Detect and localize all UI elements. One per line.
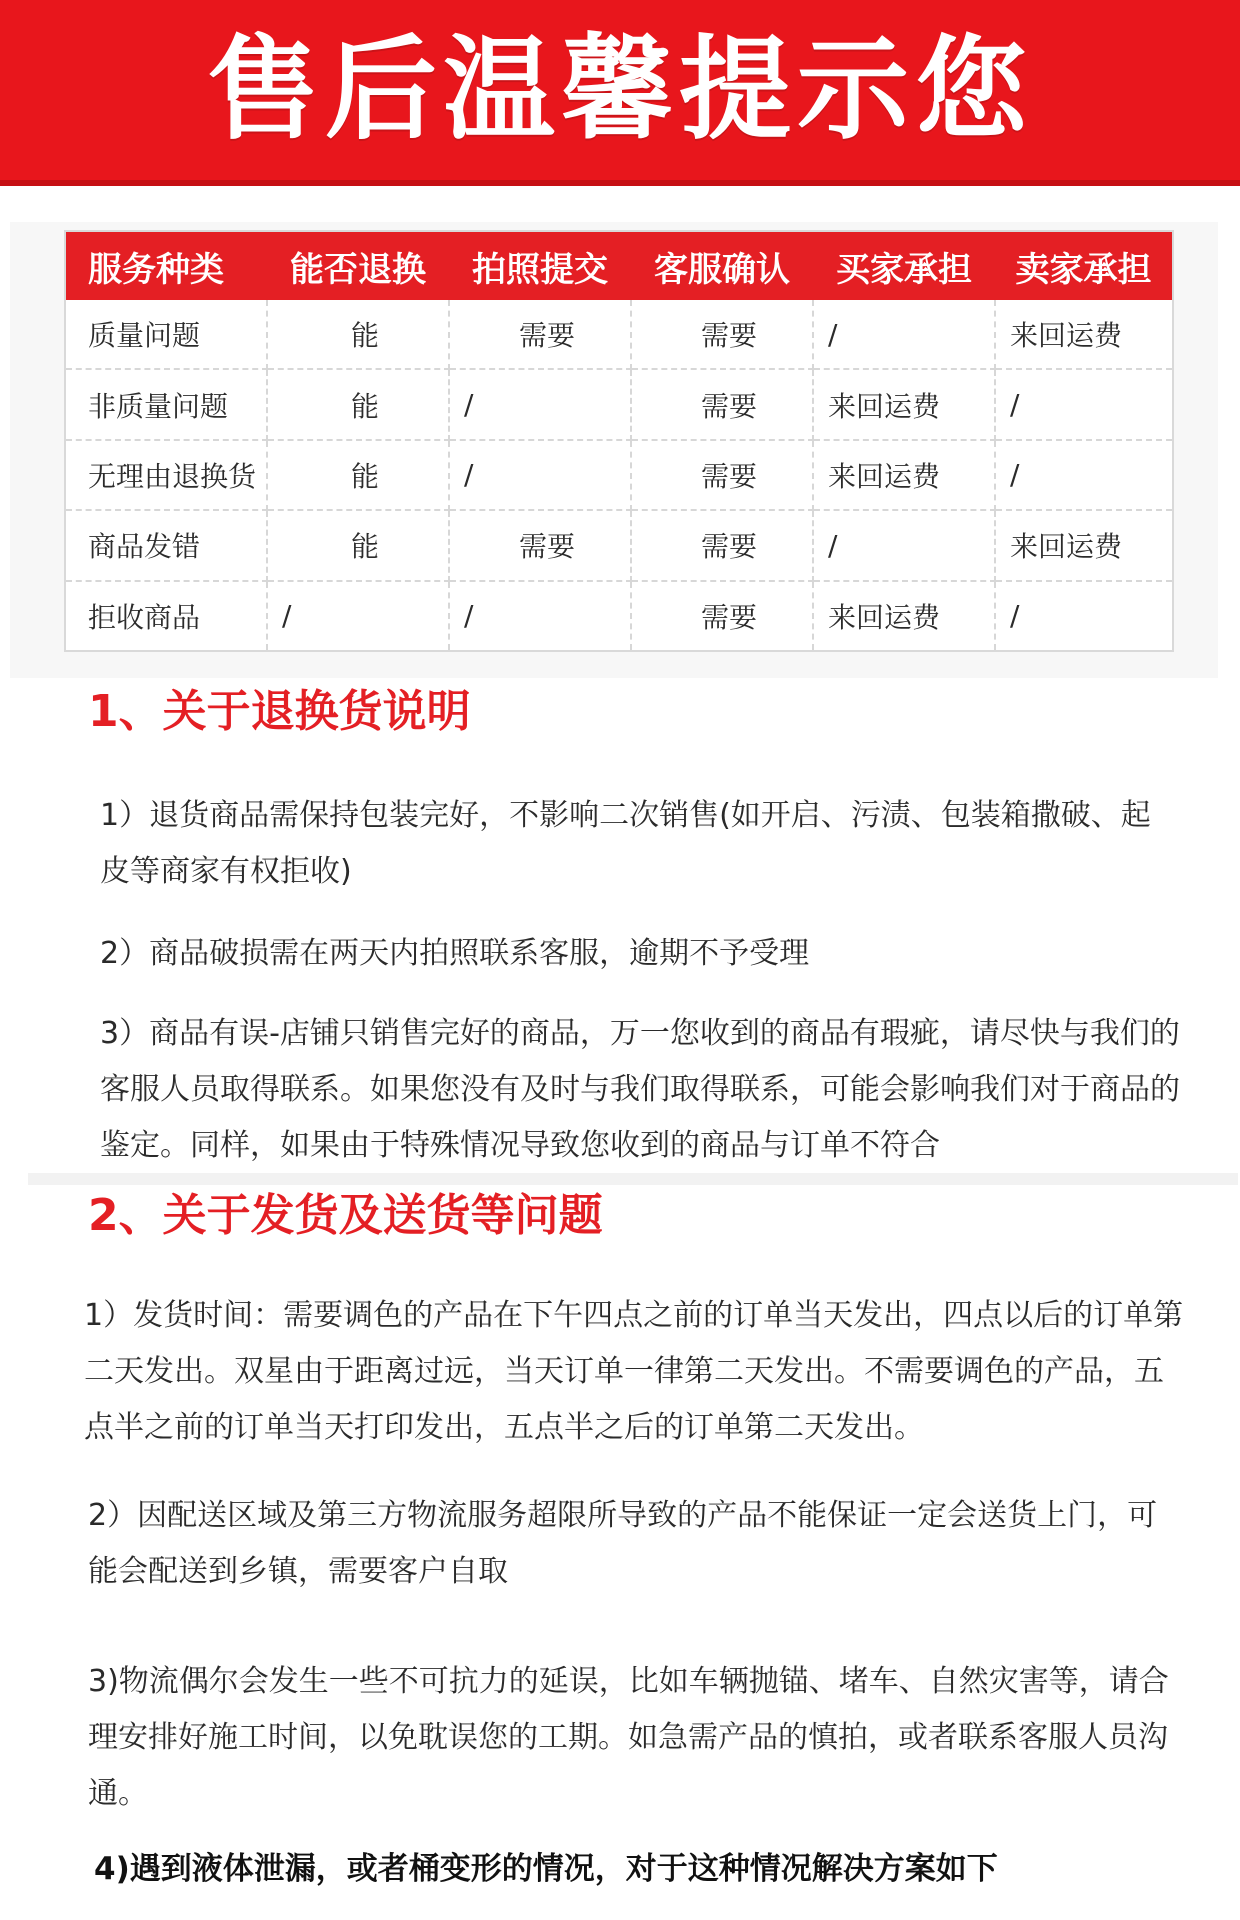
table-cell: 需要 (449, 300, 631, 369)
table-row (65, 581, 1173, 651)
table-cell: / (449, 369, 631, 439)
table-row (65, 369, 1173, 439)
page-title: 售后温馨提示您 (207, 25, 1033, 155)
table-cell: / (449, 440, 631, 510)
table-cell: 商品发错 (65, 510, 267, 580)
table-cell: 来回运费 (813, 369, 995, 439)
table-row (65, 300, 1173, 369)
table-cell: 来回运费 (813, 581, 995, 651)
header-service-type: 服务种类 (65, 231, 267, 300)
table-cell: 能 (267, 369, 449, 439)
table-cell: 需要 (631, 369, 813, 439)
shipping-item-1: 1）发货时间：需要调色的产品在下午四点之前的订单当天发出，四点以后的订单第二天发出。双星由于距离过远，当天订单一律第二天发出。不需要调色的产品，五点半之前的订单当天打印发出，五点半之后的订单第二天发出。 (84, 1298, 1184, 1445)
header-seller-pays: 卖家承担 (995, 231, 1173, 300)
table-row (65, 510, 1173, 580)
section-divider (28, 1173, 1238, 1185)
header-photo-submit: 拍照提交 (449, 231, 631, 300)
service-table-container (10, 222, 1218, 678)
shipping-item-3: 3)物流偶尔会发生一些不可抗力的延误，比如车辆抛锚、堵车、自然灾害等，请合理安排好施工时间，以免耽误您的工期。如急需产品的慎拍，或者联系客服人员沟通。 (88, 1664, 1169, 1811)
table-cell: 能 (267, 440, 449, 510)
table-cell: 需要 (631, 440, 813, 510)
table-cell: 非质量问题 (65, 369, 267, 439)
section-title-returns: 1、关于退换货说明 (88, 686, 471, 737)
returns-item-2: 2）商品破损需在两天内拍照联系客服，逾期不予受理 (100, 936, 810, 971)
table-cell: / (995, 369, 1173, 439)
header-returnable: 能否退换 (267, 231, 449, 300)
table-cell: 需要 (631, 510, 813, 580)
table-cell: 需要 (449, 510, 631, 580)
table-cell: 能 (267, 510, 449, 580)
returns-item-1: 1）退货商品需保持包装完好，不影响二次销售(如开启、污渍、包装箱撒破、起皮等商家有权拒收) (100, 798, 1151, 889)
table-cell: 来回运费 (995, 510, 1173, 580)
table-header-row (65, 231, 1173, 300)
table-row (65, 440, 1173, 510)
title-banner (0, 0, 1240, 186)
table-cell: / (813, 510, 995, 580)
table-cell: 无理由退换货 (65, 440, 267, 510)
shipping-item-2: 2）因配送区域及第三方物流服务超限所导致的产品不能保证一定会送货上门，可能会配送到乡镇，需要客户自取 (88, 1498, 1158, 1589)
table-cell: 来回运费 (995, 300, 1173, 369)
service-table (64, 230, 1174, 652)
table-cell: / (995, 440, 1173, 510)
returns-item-3: 3）商品有误-店铺只销售完好的商品，万一您收到的商品有瑕疵，请尽快与我们的客服人员取得联系。如果您没有及时与我们取得联系，可能会影响我们对于商品的鉴定。同样，如果由于特殊情况导致您收到的商品与订单不符合 (100, 1016, 1180, 1163)
table-cell: 质量问题 (65, 300, 267, 369)
table-cell: / (267, 581, 449, 651)
table-cell: / (813, 300, 995, 369)
table-cell: 来回运费 (813, 440, 995, 510)
shipping-item-4: 4)遇到液体泄漏，或者桶变形的情况，对于这种情况解决方案如下 (94, 1851, 998, 1887)
table-cell: 需要 (631, 581, 813, 651)
table-cell: / (1010, 599, 1020, 633)
table-cell: 拒收商品 (65, 581, 267, 651)
header-service-confirm: 客服确认 (631, 231, 813, 300)
table-cell: / (449, 581, 631, 651)
table-cell: 需要 (631, 300, 813, 369)
table-cell: 能 (267, 300, 449, 369)
header-buyer-pays: 买家承担 (813, 231, 995, 300)
section-title-shipping: 2、关于发货及送货等问题 (88, 1190, 603, 1241)
